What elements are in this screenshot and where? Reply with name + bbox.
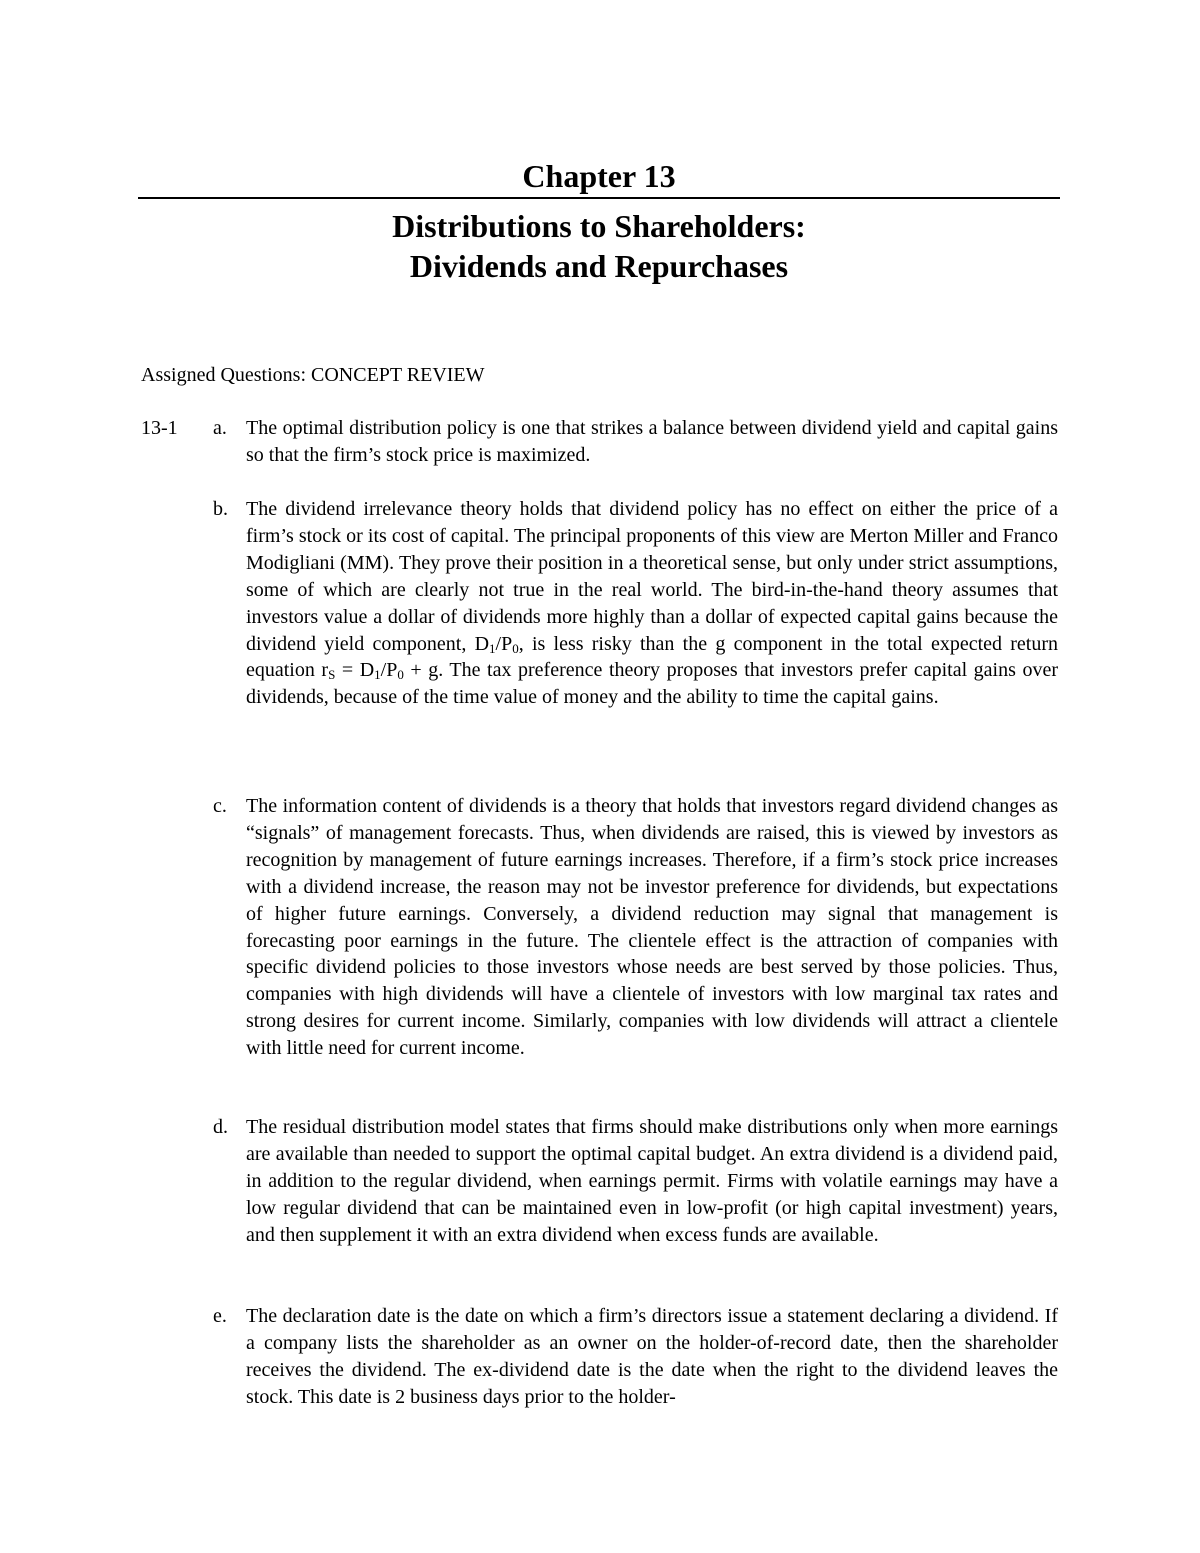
part-b-text-6: + g. The tax preference theory proposes that investors prefer capital gains over dividends, because of the time value of money and the ability to time the capital gains. <box>246 659 1058 709</box>
chapter-title: Chapter 13 <box>522 158 676 194</box>
subtitle-line-1: Distributions to Shareholders: <box>392 208 806 244</box>
assigned-questions-heading: Assigned Questions: CONCEPT REVIEW <box>141 364 485 386</box>
chapter-subtitle <box>138 206 1060 286</box>
subtitle-line-2: Dividends and Repurchases <box>409 248 789 284</box>
part-b-sub-2: 0 <box>512 640 519 656</box>
part-b-text-3: , is less risky than the g component in the total expected return equation r <box>246 632 1058 682</box>
part-b-text <box>246 496 1058 711</box>
part-b-letter: b. <box>213 498 228 520</box>
part-e-text: The declaration date is the date on which a firm’s directors issue a statement declaring a dividend. If a company lists the shareholder as an owner on the holder-of-record date, then the shareholder receives the dividend. The ex-dividend date is the date when the right to the dividend leaves the stock. This date is 2 business days prior to the holder- <box>246 1305 1058 1408</box>
part-b-text-4: = D <box>335 659 375 682</box>
part-a-text: The optimal distribution policy is one that strikes a balance between dividend yield and capital gains so that the firm’s stock price is maximized. <box>246 417 1058 466</box>
part-b-text-5: /P <box>380 659 398 682</box>
part-b-sub-4: 1 <box>374 667 381 683</box>
part-c-text: The information content of dividends is a theory that holds that investors regard dividend changes as “signals” of management forecasts. Thus, when dividends are raised, this is viewed by investors as recognition by management of future earnings increases. Therefore, if a firm’s stock price increases with a dividend increase, the reason may not be investor preference for dividends, but expectations of higher future earnings. Conversely, a dividend reduction may signal that management is forecasting poor earnings in the future. The clientele effect is the attraction of companies with specific dividend policies to those investors whose needs are best served by those policies. Thus, companies with high dividends will have a clientele of investors with low marginal tax rates and strong desires for current income. Similarly, companies with low dividends will attract a clientele with little need for current income. <box>246 795 1058 1060</box>
part-d-text: The residual distribution model states that firms should make distributions only when more earnings are available than needed to support the optimal capital budget. An extra dividend is a dividend paid, in addition to the regular dividend, when earnings permit. Firms with volatile earnings may have a low regular dividend that can be maintained even in low-profit (or high capital investment) years, and then supplement it with an extra dividend when excess funds are available. <box>246 1116 1058 1246</box>
part-b-text-2: /P <box>495 632 513 655</box>
part-a-letter: a. <box>213 417 227 439</box>
part-b-sub-1: 1 <box>489 640 496 656</box>
part-e-letter: e. <box>213 1305 227 1327</box>
part-b-text-1: The dividend irrelevance theory holds that dividend policy has no effect on either the price of a firm’s stock or its cost of capital. The principal proponents of this view are Merton Miller and Franco Modigliani (MM). They prove their position in a theoretical sense, but only under strict assumptions, some of which are clearly not true in the real world. The bird-in-the-hand theory assumes that investors value a dollar of dividends more highly than a dollar of expected capital gains because the dividend yield component, D <box>246 498 1058 655</box>
part-b-sub-3: S <box>328 667 336 683</box>
part-b-sub-5: 0 <box>397 667 404 683</box>
part-c-letter: c. <box>213 795 227 817</box>
title-rule <box>138 197 1060 199</box>
question-number: 13-1 <box>141 417 178 439</box>
part-d-letter: d. <box>213 1116 228 1138</box>
